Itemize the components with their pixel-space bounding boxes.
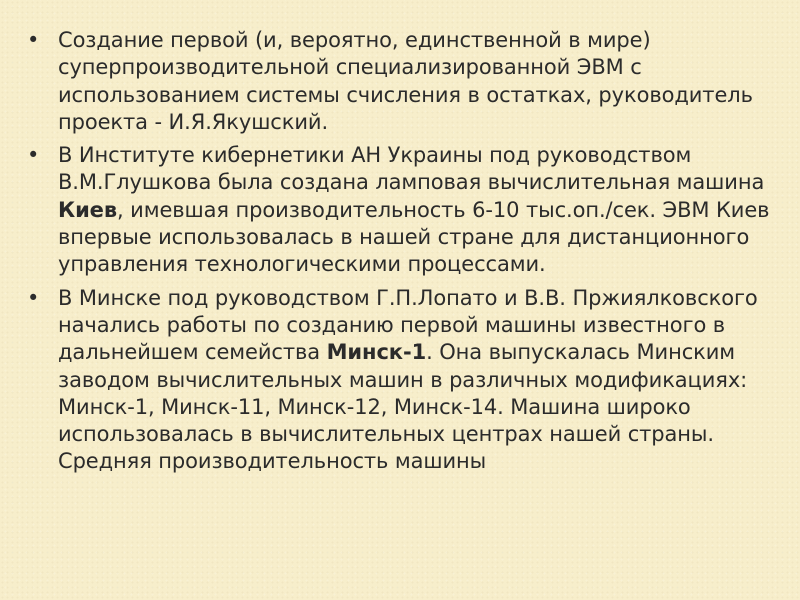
bullet-list	[26, 27, 776, 482]
bullet-marker: •	[27, 143, 40, 168]
bullet-text-before: В Минске под руководством Г.П.Лопато и В.В. Пржиялковского начались работы по созданию первой машины известного в дальнейшем семейства	[58, 285, 758, 365]
bullet-text: Создание первой (и, вероятно, единственной в мире) суперпроизводительной специализированной ЭВМ с использованием системы счисления в остатках, руководитель проекта - И.Я.Якушский.	[58, 28, 753, 134]
bullet-text-after: , имевшая производительность 6-10 тыс.оп./сек. ЭВМ Киев впервые использовалась в нашей стране для дистанционного управления технологическими процессами.	[58, 197, 770, 277]
bullet-text-before: В Институте кибернетики АН Украины под руководством В.М.Глушкова была создана ламповая вычислительная машина	[58, 143, 765, 195]
bullet-marker: •	[27, 28, 40, 52]
bullet-text-bold: Киев	[58, 197, 118, 222]
bullet-item-2	[26, 142, 776, 278]
bullet-marker: •	[27, 285, 40, 310]
bullet-text-after: . Она выпускалась Минским заводом вычислительных машин в различных модификациях: Минск-1, Минск-11, Минск-12, Минск-14. Машина широко использовалась в вычислительных центрах нашей страны. Средняя производительность машины	[58, 340, 748, 474]
bullet-item-1	[26, 27, 776, 136]
bullet-text-bold: Минск-1	[326, 340, 427, 365]
bullet-item-3	[26, 285, 776, 476]
